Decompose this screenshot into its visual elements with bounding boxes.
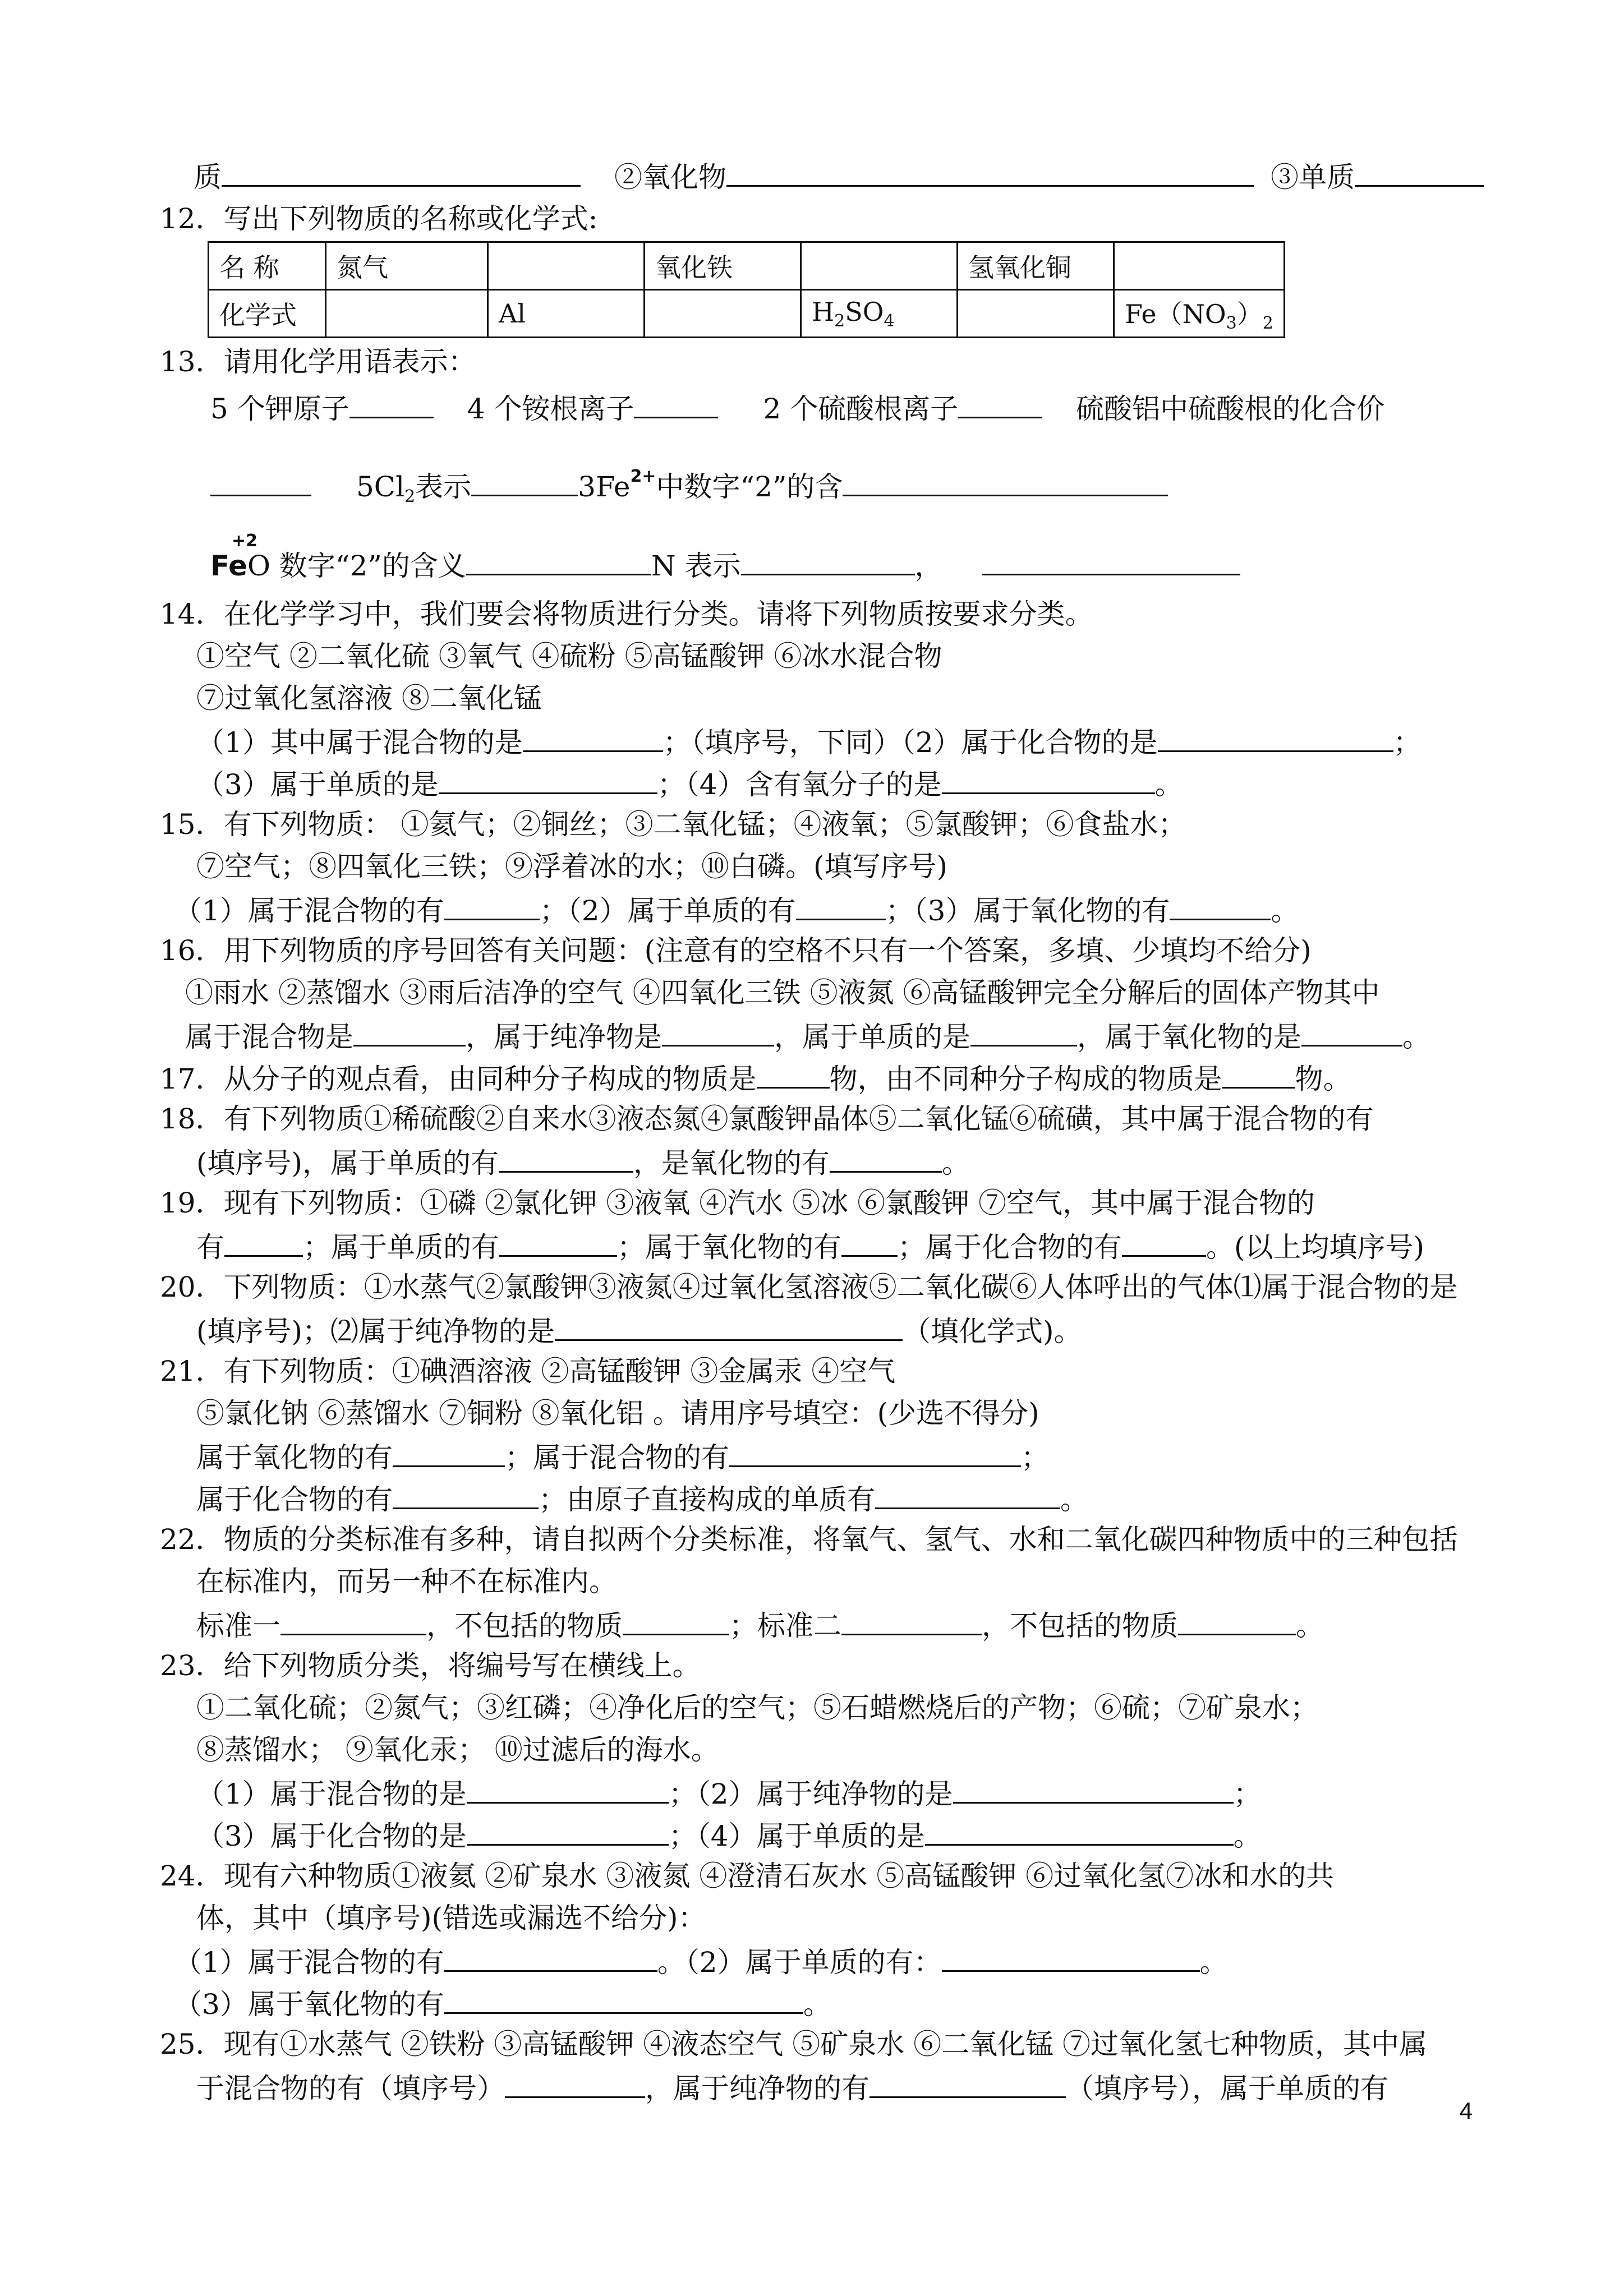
blank[interactable]: [505, 2069, 645, 2098]
blank[interactable]: [466, 547, 651, 575]
blank[interactable]: [471, 468, 578, 496]
text: 。(以上均填序号): [1206, 1231, 1425, 1264]
q23-line5: [196, 1817, 1262, 1853]
blank[interactable]: [729, 1439, 1021, 1467]
blank[interactable]: [1222, 1060, 1295, 1089]
text: ；（填序号，下同）（2）属于化合物的是: [663, 726, 1158, 759]
text: ；属于氧化物的有: [617, 1231, 841, 1264]
q16-line3: [185, 1018, 1430, 1054]
q23-line1: 23．给下列物质分类，将编号写在横线上。: [160, 1649, 701, 1682]
text: 5Cl: [356, 471, 405, 503]
text: 。: [1271, 895, 1299, 927]
text: 有: [196, 1231, 224, 1264]
text: 。: [942, 1147, 970, 1179]
text: ，属于纯净物的有: [645, 2072, 869, 2105]
text: 属于混合物是: [185, 1021, 353, 1053]
table-cell: Al: [488, 290, 645, 338]
text: （1）属于混合物的有: [174, 895, 444, 927]
blank[interactable]: [467, 1817, 669, 1846]
text: ，属于纯净物是: [466, 1021, 662, 1053]
text: ；标准二: [729, 1610, 841, 1642]
text: O 数字“2”的含义: [247, 550, 466, 582]
table-cell: [1114, 242, 1285, 290]
valence-mark: +2: [232, 531, 258, 551]
q19-line2: [196, 1228, 1424, 1264]
text: 标准一: [196, 1610, 280, 1642]
blank[interactable]: [757, 1060, 830, 1089]
blank[interactable]: [555, 1312, 903, 1341]
text: ；（4）属于单质的是: [668, 1820, 925, 1852]
blank[interactable]: [741, 547, 915, 575]
blank[interactable]: [1158, 723, 1393, 752]
subscript: 4: [884, 311, 895, 331]
subscript: 2: [1262, 313, 1273, 333]
q16-line1: 16．用下列物质的序号回答有关问题：(注意有的空格不只有一个答案，多填、少填均不给分): [160, 934, 1312, 967]
fe-symbol: Fe: [210, 550, 248, 582]
text: 表示: [415, 471, 472, 503]
blank[interactable]: [1170, 892, 1271, 920]
q21-line1: 21．有下列物质：①碘酒溶液 ②高锰酸钾 ③金属汞 ④空气: [160, 1355, 896, 1387]
table-cell: 氧化铁: [645, 242, 801, 290]
text: ，属于单质的是: [774, 1021, 970, 1053]
text: N 表示: [651, 550, 741, 582]
text: ；（2）属于纯净物的是: [668, 1778, 953, 1810]
q19-line1: 19．现有下列物质：①磷 ②氯化钾 ③液氧 ④汽水 ⑤冰 ⑥氯酸钾 ⑦空气，其中属于混合物的: [160, 1187, 1315, 1219]
text: 5 个钾原子: [210, 393, 349, 425]
text: 。: [1296, 1610, 1324, 1642]
text: ；: [1393, 726, 1421, 759]
q20-line2: [196, 1312, 1082, 1348]
table-row: [209, 290, 1285, 338]
blank[interactable]: [393, 1481, 539, 1509]
blank[interactable]: [830, 1144, 942, 1173]
text: 物。: [1295, 1063, 1351, 1095]
blank[interactable]: [662, 1018, 774, 1046]
table-cell: [1114, 290, 1285, 338]
blank[interactable]: [280, 1607, 426, 1635]
q24-line4: [174, 1985, 831, 2021]
q20-line1: 20．下列物质：①水蒸气②氯酸钾③液氮④过氧化氢溶液⑤二氧化碳⑥人体呼出的气体⑴属于混合物的是: [160, 1271, 1458, 1303]
q25-line2: [196, 2069, 1388, 2105]
q24-line1: 24．现有六种物质①液氦 ②矿泉水 ③液氮 ④澄清石灰水 ⑤高锰酸钾 ⑥过氧化氢⑦冰和水的共: [160, 1860, 1335, 1892]
text: 质: [194, 161, 222, 193]
table-row: [209, 242, 1285, 290]
blank[interactable]: [222, 158, 581, 187]
text: （填序号），属于单质的有: [1066, 2072, 1388, 2105]
blank[interactable]: [958, 390, 1042, 418]
blank[interactable]: [393, 1439, 505, 1467]
text: ，是氧化物的有: [633, 1147, 830, 1179]
blank[interactable]: [953, 1775, 1234, 1804]
text: 3Fe: [578, 471, 631, 503]
blank[interactable]: [1122, 1228, 1206, 1257]
blank[interactable]: [796, 892, 886, 920]
q14-line1: 14．在化学学习中，我们要会将物质进行分类。请将下列物质按要求分类。: [160, 598, 1093, 630]
subscript: 2: [834, 311, 845, 331]
q18-line2: [196, 1144, 970, 1180]
q24-line3: [174, 1943, 1228, 1979]
page-number: 4: [1459, 2097, 1473, 2124]
text: 。: [1199, 1946, 1228, 1979]
blank[interactable]: [499, 1228, 617, 1257]
table-cell[interactable]: [958, 290, 1114, 338]
blank[interactable]: [467, 1775, 669, 1804]
q18-line1: 18．有下列物质①稀硫酸②自来水③液态氮④氯酸钾晶体⑤二氧化锰⑥硫磺，其中属于混合物的有: [160, 1103, 1374, 1135]
q22-line2: 在标准内，而另一种不在标准内。: [196, 1565, 617, 1598]
q13-line1: [210, 390, 1384, 426]
text: (填序号)；⑵属于纯净物的是: [196, 1315, 555, 1348]
text: 。（2）属于单质的有：: [657, 1946, 942, 1979]
line-top: [194, 158, 1484, 194]
q24-line2: 体，其中（填序号)(错选或漏选不给分)：: [196, 1902, 706, 1934]
text: 于混合物的有（填序号）: [196, 2072, 505, 2105]
text: ；: [1021, 1441, 1049, 1474]
text: 。: [803, 1988, 831, 2021]
blank[interactable]: [1178, 1607, 1296, 1635]
blank[interactable]: [444, 1943, 657, 1972]
text: 中数字“2”的含: [656, 471, 843, 503]
superscript: 2+: [630, 467, 656, 486]
blank[interactable]: [210, 468, 311, 496]
table-cell: [801, 290, 958, 338]
blank[interactable]: [444, 892, 540, 920]
blank[interactable]: [499, 1144, 633, 1173]
q12-table: [208, 241, 1285, 338]
q13-line2: [210, 460, 1168, 514]
table-cell: 氮气: [326, 242, 488, 290]
text: ；由原子直接构成的单质有: [539, 1483, 875, 1516]
q12-title: 12．写出下列物质的名称或化学式:: [160, 202, 598, 235]
blank[interactable]: [942, 766, 1155, 794]
blank[interactable]: [869, 2069, 1066, 2098]
text: （3）属于化合物的是: [196, 1820, 467, 1852]
formula-h: H: [812, 296, 835, 327]
q22-line3: [196, 1607, 1324, 1643]
text: 属于化合物的有: [196, 1483, 393, 1516]
blank[interactable]: [634, 390, 718, 418]
text: ；属于化合物的有: [898, 1231, 1122, 1264]
text: ，属于氧化物的是: [1077, 1021, 1301, 1053]
q15-line2: ⑦空气；⑧四氧化三铁；⑨浮着冰的水；⑩白磷。(填写序号): [196, 850, 948, 883]
text: (填序号)，属于单质的有: [196, 1147, 499, 1179]
q17-line: [160, 1060, 1351, 1096]
blank[interactable]: [982, 547, 1240, 575]
q21-line4: [196, 1481, 1088, 1516]
q25-line1: 25．现有①水蒸气 ②铁粉 ③高锰酸钾 ④液态空气 ⑤矿泉水 ⑥二氧化锰 ⑦过氧化氢七种物质，其中属: [160, 2028, 1427, 2060]
blank[interactable]: [623, 1607, 729, 1635]
blank[interactable]: [841, 1607, 982, 1635]
q15-line3: [174, 892, 1299, 928]
q13-line3: [210, 531, 1240, 583]
q21-line2: ⑤氯化钠 ⑥蒸馏水 ⑦铜粉 ⑧氧化铝 。请用序号填空：(少选不得分): [196, 1397, 1039, 1430]
text: ；属于混合物的有: [505, 1441, 729, 1474]
text: ，不包括的物质: [426, 1610, 623, 1642]
q23-line4: [196, 1775, 1262, 1811]
text: ；（3）属于氧化物的有: [885, 895, 1170, 927]
q16-line2: ①雨水 ②蒸馏水 ③雨后洁净的空气 ④四氧化三铁 ⑤液氮 ⑥高锰酸钾完全分解后的固体产物其中: [185, 976, 1380, 1009]
text: 。: [1402, 1021, 1430, 1053]
text: ；（4）含有氧分子的是: [657, 768, 942, 801]
blank[interactable]: [444, 1985, 803, 2014]
formula-paren: ）: [1236, 299, 1263, 329]
text: ③单质: [1271, 161, 1355, 193]
q14-line4: [196, 723, 1421, 759]
q21-line3: [196, 1439, 1049, 1474]
text: 。: [1233, 1820, 1262, 1852]
text: （3）属于单质的是: [196, 768, 439, 801]
blank[interactable]: [726, 158, 1254, 187]
text: （1）属于混合物的有: [174, 1946, 444, 1979]
q14-line5: [196, 766, 1183, 801]
blank[interactable]: [353, 1018, 466, 1046]
text: ；（2）属于单质的有: [539, 895, 796, 927]
q14-line2: ①空气 ②二氧化硫 ③氧气 ④硫粉 ⑤高锰酸钾 ⑥冰水混合物: [196, 640, 942, 672]
formula-so: SO: [845, 296, 884, 327]
table-cell[interactable]: [326, 290, 488, 338]
text: ；: [1233, 1778, 1262, 1810]
blank[interactable]: [843, 468, 1168, 496]
text: （1）其中属于混合物的是: [196, 726, 523, 759]
blank[interactable]: [925, 1817, 1234, 1846]
blank[interactable]: [439, 766, 657, 794]
text: 17．从分子的观点看，由同种分子构成的物质是: [160, 1063, 757, 1095]
text: 硫酸铝中硫酸根的化合价: [1076, 393, 1385, 425]
table-cell[interactable]: [645, 290, 801, 338]
text: 2 个硫酸根离子: [763, 393, 959, 425]
q22-line1: 22．物质的分类标准有多种，请自拟两个分类标准，将氧气、氢气、水和二氧化碳四种物质中的三种包括: [160, 1523, 1458, 1556]
blank[interactable]: [875, 1481, 1060, 1509]
text: （1）属于混合物的是: [196, 1778, 467, 1810]
subscript: 3: [1226, 313, 1237, 333]
blank[interactable]: [523, 723, 663, 752]
q15-line1: 15．有下列物质： ①氦气；②铜丝；③二氧化锰；④液氧；⑤氯酸钾；⑥食盐水；: [160, 808, 1186, 841]
q13-title: 13．请用化学用语表示：: [160, 345, 476, 378]
text: 。: [1154, 768, 1183, 801]
q23-line2: ①二氧化硫；②氮气；③红磷；④净化后的空气；⑤石蜡燃烧后的产物；⑥硫；⑦矿泉水；: [196, 1691, 1318, 1724]
text: ，: [914, 550, 943, 582]
blank[interactable]: [1355, 158, 1484, 187]
blank[interactable]: [942, 1943, 1200, 1972]
text: 4 个铵根离子: [467, 393, 634, 425]
table-cell: 名 称: [209, 242, 326, 290]
table-cell: [801, 242, 958, 290]
text: 。: [1060, 1483, 1088, 1516]
blank[interactable]: [349, 390, 434, 418]
blank[interactable]: [1301, 1018, 1402, 1046]
table-cell: [488, 242, 645, 290]
text: （3）属于氧化物的有: [174, 1988, 444, 2021]
q23-line3: ⑧蒸馏水； ⑨氧化汞； ⑩过滤后的海水。: [196, 1733, 719, 1766]
blank[interactable]: [841, 1228, 898, 1257]
subscript: 2: [404, 487, 416, 506]
text: 物，由不同种分子构成的物质是: [829, 1063, 1222, 1095]
table-cell: 化学式: [209, 290, 326, 338]
fe-valence: [210, 531, 258, 583]
q14-line3: ⑦过氧化氢溶液 ⑧二氧化锰: [196, 682, 542, 714]
text: （填化学式)。: [903, 1315, 1082, 1348]
formula-fe-no: Fe（NO: [1125, 299, 1226, 329]
text: ②氧化物: [614, 161, 726, 193]
text: ；属于单质的有: [303, 1231, 499, 1264]
table-cell: 氢氧化铜: [958, 242, 1114, 290]
text: ，不包括的物质: [982, 1610, 1178, 1642]
text: 属于氧化物的有: [196, 1441, 393, 1474]
blank[interactable]: [970, 1018, 1077, 1046]
blank[interactable]: [224, 1228, 303, 1257]
